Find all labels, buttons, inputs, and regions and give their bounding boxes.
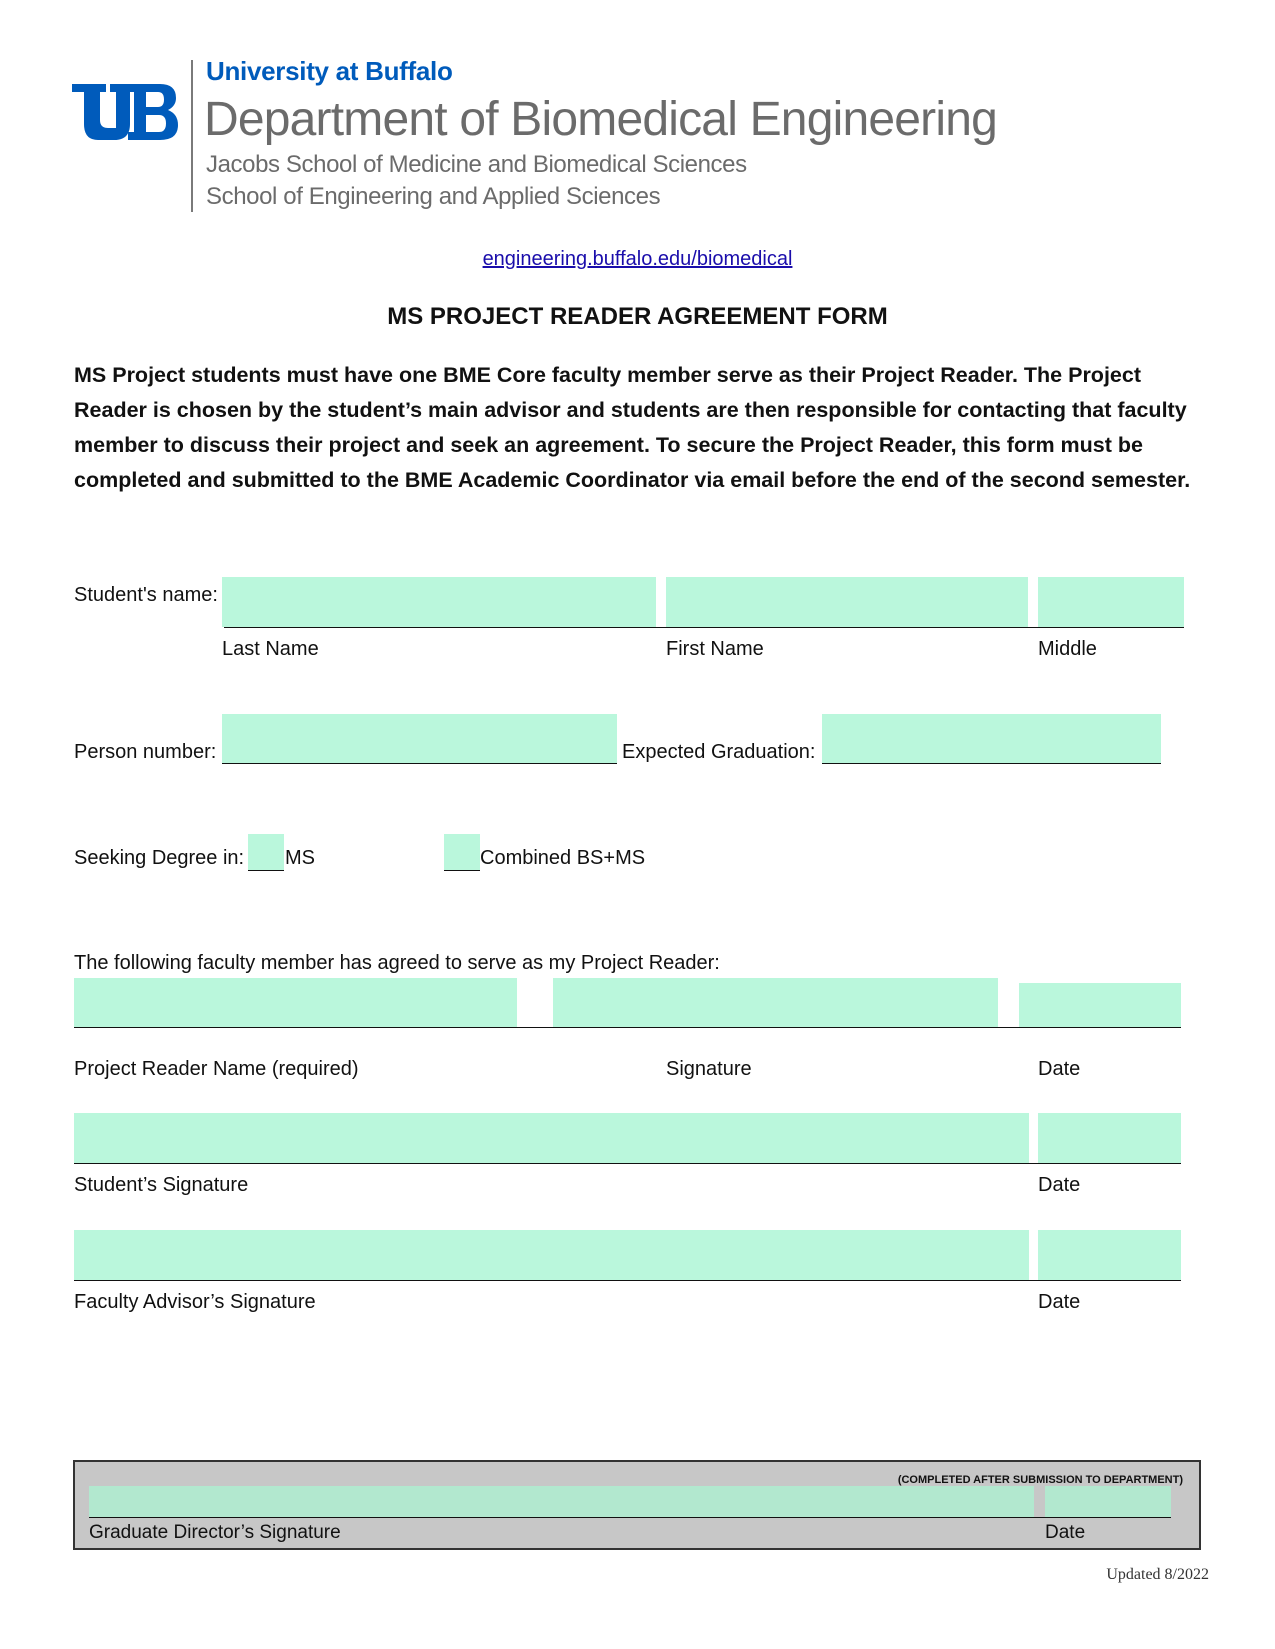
ub-logo-icon [72, 84, 178, 140]
reader-signature-label: Signature [666, 1058, 752, 1080]
expected-graduation-label: Expected Graduation: [622, 741, 816, 763]
person-number-underline [222, 763, 617, 764]
advisor-signature-date-field[interactable] [1038, 1230, 1181, 1280]
ms-checkbox[interactable] [248, 834, 284, 870]
director-signature-field[interactable] [89, 1486, 1034, 1517]
advisor-signature-field[interactable] [74, 1230, 1029, 1280]
advisor-signature-underline [74, 1280, 1181, 1281]
expected-graduation-field[interactable] [822, 714, 1161, 763]
middle-name-label: Middle [1038, 638, 1097, 660]
student-signature-field[interactable] [74, 1113, 1029, 1163]
reader-statement: The following faculty member has agreed to serve as my Project Reader: [74, 952, 720, 974]
expected-graduation-underline [822, 763, 1161, 764]
ms-option-label: MS [285, 847, 315, 869]
student-signature-label: Student’s Signature [74, 1174, 249, 1196]
middle-name-field[interactable] [1038, 577, 1184, 627]
university-name: University at Buffalo [206, 56, 453, 86]
advisor-signature-date-label: Date [1038, 1291, 1081, 1313]
first-name-field[interactable] [666, 577, 1028, 627]
advisor-signature-label: Faculty Advisor’s Signature [74, 1291, 316, 1313]
first-name-label: First Name [666, 638, 764, 660]
reader-name-field[interactable] [74, 978, 517, 1027]
reader-date-field[interactable] [1019, 983, 1181, 1027]
reader-underline [74, 1027, 1181, 1028]
school-name-medicine: Jacobs School of Medicine and Biomedical Sciences [206, 151, 747, 178]
school-name-engineering: School of Engineering and Applied Sciences [206, 183, 661, 210]
completed-after-submission-note: (COMPLETED AFTER SUBMISSION TO DEPARTMENT) [897, 1474, 1183, 1486]
combined-option-label: Combined BS+MS [480, 847, 646, 869]
reader-name-label: Project Reader Name (required) [74, 1058, 359, 1080]
logo-divider [191, 60, 193, 212]
form-title: MS PROJECT READER AGREEMENT FORM [387, 303, 888, 330]
department-name: Department of Biomedical Engineering [204, 93, 997, 146]
student-name-underline [224, 627, 1184, 628]
student-signature-underline [74, 1163, 1181, 1164]
intro-paragraph: MS Project students must have one BME Core faculty member serve as their Project Reader. The Project Reader is chosen by the student’s main advisor and students are then responsible for contacting that faculty member to discuss their project and seek an agreement. To secure the Project Reader, this form must be completed and submitted to the BME Academic Coordinator via email before the end of the second semester. [74, 363, 1191, 492]
person-number-field[interactable] [222, 714, 617, 763]
student-signature-date-label: Date [1038, 1174, 1081, 1196]
combined-checkbox[interactable] [444, 834, 480, 870]
updated-date: Updated 8/2022 [1106, 1566, 1209, 1583]
seeking-degree-label: Seeking Degree in: [74, 847, 245, 869]
person-number-label: Person number: [74, 741, 217, 763]
director-signature-label: Graduate Director’s Signature [89, 1522, 341, 1543]
student-name-label: Student's name: [74, 584, 218, 606]
director-date-field[interactable] [1045, 1486, 1171, 1517]
reader-signature-field[interactable] [553, 978, 998, 1027]
combined-checkbox-underline [444, 870, 480, 871]
ms-checkbox-underline [248, 870, 284, 871]
director-date-label: Date [1045, 1522, 1086, 1543]
director-underline [89, 1517, 1171, 1518]
last-name-label: Last Name [222, 638, 319, 660]
student-signature-date-field[interactable] [1038, 1113, 1181, 1163]
reader-date-label: Date [1038, 1058, 1081, 1080]
last-name-field[interactable] [222, 577, 656, 627]
department-url-link[interactable]: engineering.buffalo.edu/biomedical [482, 248, 793, 270]
graduate-director-box [73, 1460, 1201, 1550]
